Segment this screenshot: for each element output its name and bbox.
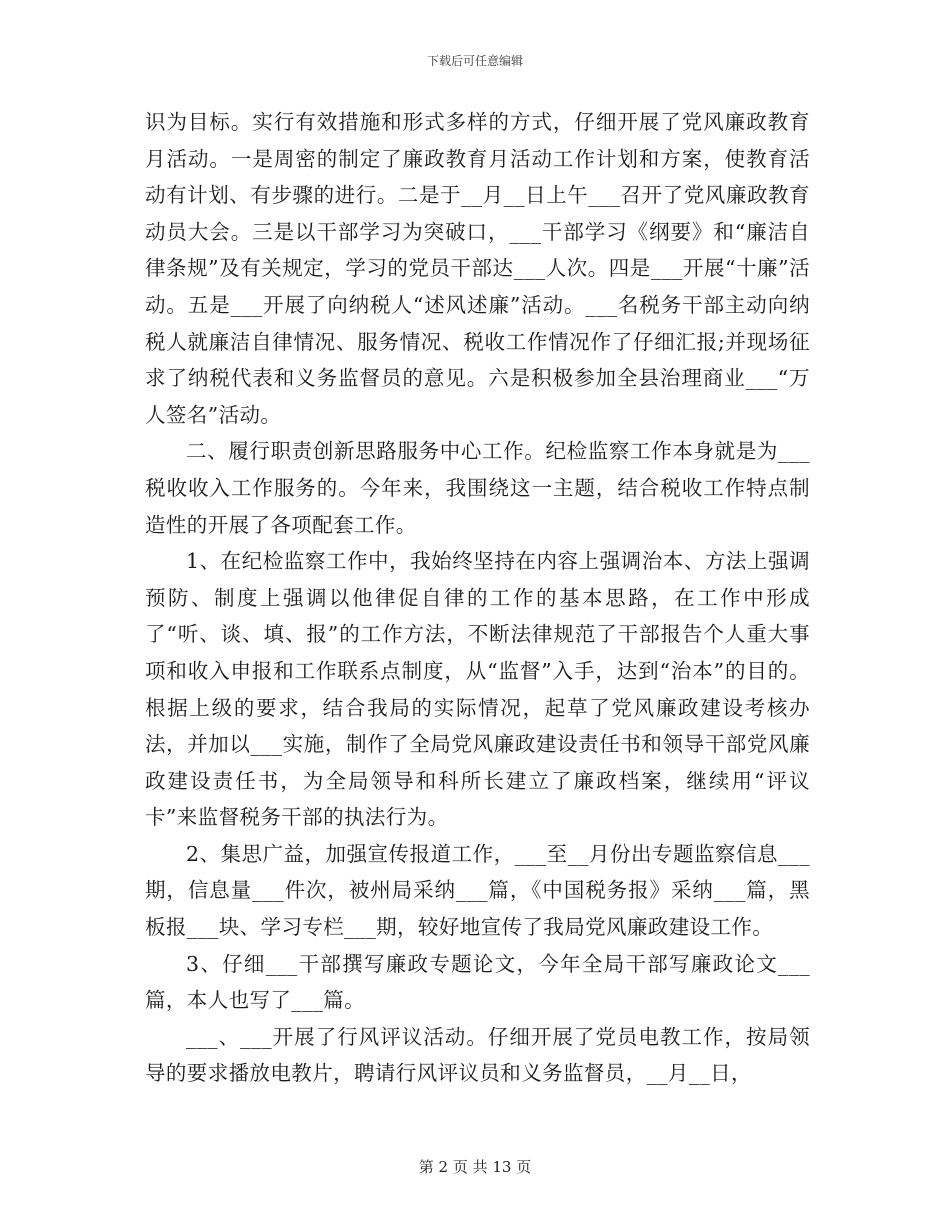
paragraph-3: 1、在纪检监察工作中，我始终坚持在内容上强调治本、方法上强调预防、制度上强调以他律促自律的工作的基本思路，在工作中形成了“听、谈、填、报”的工作方法，不断法律规范了干部报告个人重大事项和收入申报和工作联系点制度，从“监督”入手，达到“治本”的目的。根据上级的要求，结合我局的实际情况，起草了党风廉政建设考核办法，并加以___实施，制作了全局党风廉政建设责任书和领导干部党风廉政建设责任书，为全局领导和科所长建立了廉政档案，继续用“评议卡”来监督税务干部的执法行为。 xyxy=(145,549,810,830)
paragraph-1: 识为目标。实行有效措施和形式多样的方式，仔细开展了党风廉政教育月活动。一是周密的制定了廉政教育月活动工作计划和方案，使教育活动有计划、有步骤的进行。二是于__月__日上午___召开了党风廉政教育动员大会。三是以干部学习为突破口，___干部学习《纲要》和“廉洁自律条规”及有关规定，学习的党员干部达___人次。四是___开展“十廉”活动。五是___开展了向纳税人“述风述廉”活动。___名税务干部主动向纳税人就廉洁自律情况、服务情况、税收工作情况作了仔细汇报;并现场征求了纳税代表和义务监督员的意见。六是积极参加全县治理商业___“万人签名”活动。 xyxy=(145,110,810,427)
paragraph-4: 2、集思广益，加强宣传报道工作，___至__月份出专题监察信息___期，信息量___件次，被州局采纳___篇，《中国税务报》采纳___篇，黑板报___块、学习专栏___期，较好地宣传了我局党风廉政建设工作。 xyxy=(145,841,810,940)
paragraph-5: 3、仔细___干部撰写廉政专题论文，今年全局干部写廉政论文___篇，本人也写了___篇。 xyxy=(145,951,810,1013)
document-body xyxy=(145,104,810,1092)
paragraph-2: 二、履行职责创新思路服务中心工作。纪检监察工作本身就是为___税收收入工作服务的。今年来，我围绕这一主题，结合税收工作特点制造性的开展了各项配套工作。 xyxy=(145,439,810,537)
page-header: 下载后可任意编辑 xyxy=(426,54,523,68)
paragraph-6: ___、___开展了行风评议活动。仔细开展了党员电教工作，按局领导的要求播放电教片，聘请行风评议员和义务监督员，__月__日， xyxy=(145,1024,810,1086)
page-number: 第 2 页 共 13 页 xyxy=(418,1158,532,1176)
